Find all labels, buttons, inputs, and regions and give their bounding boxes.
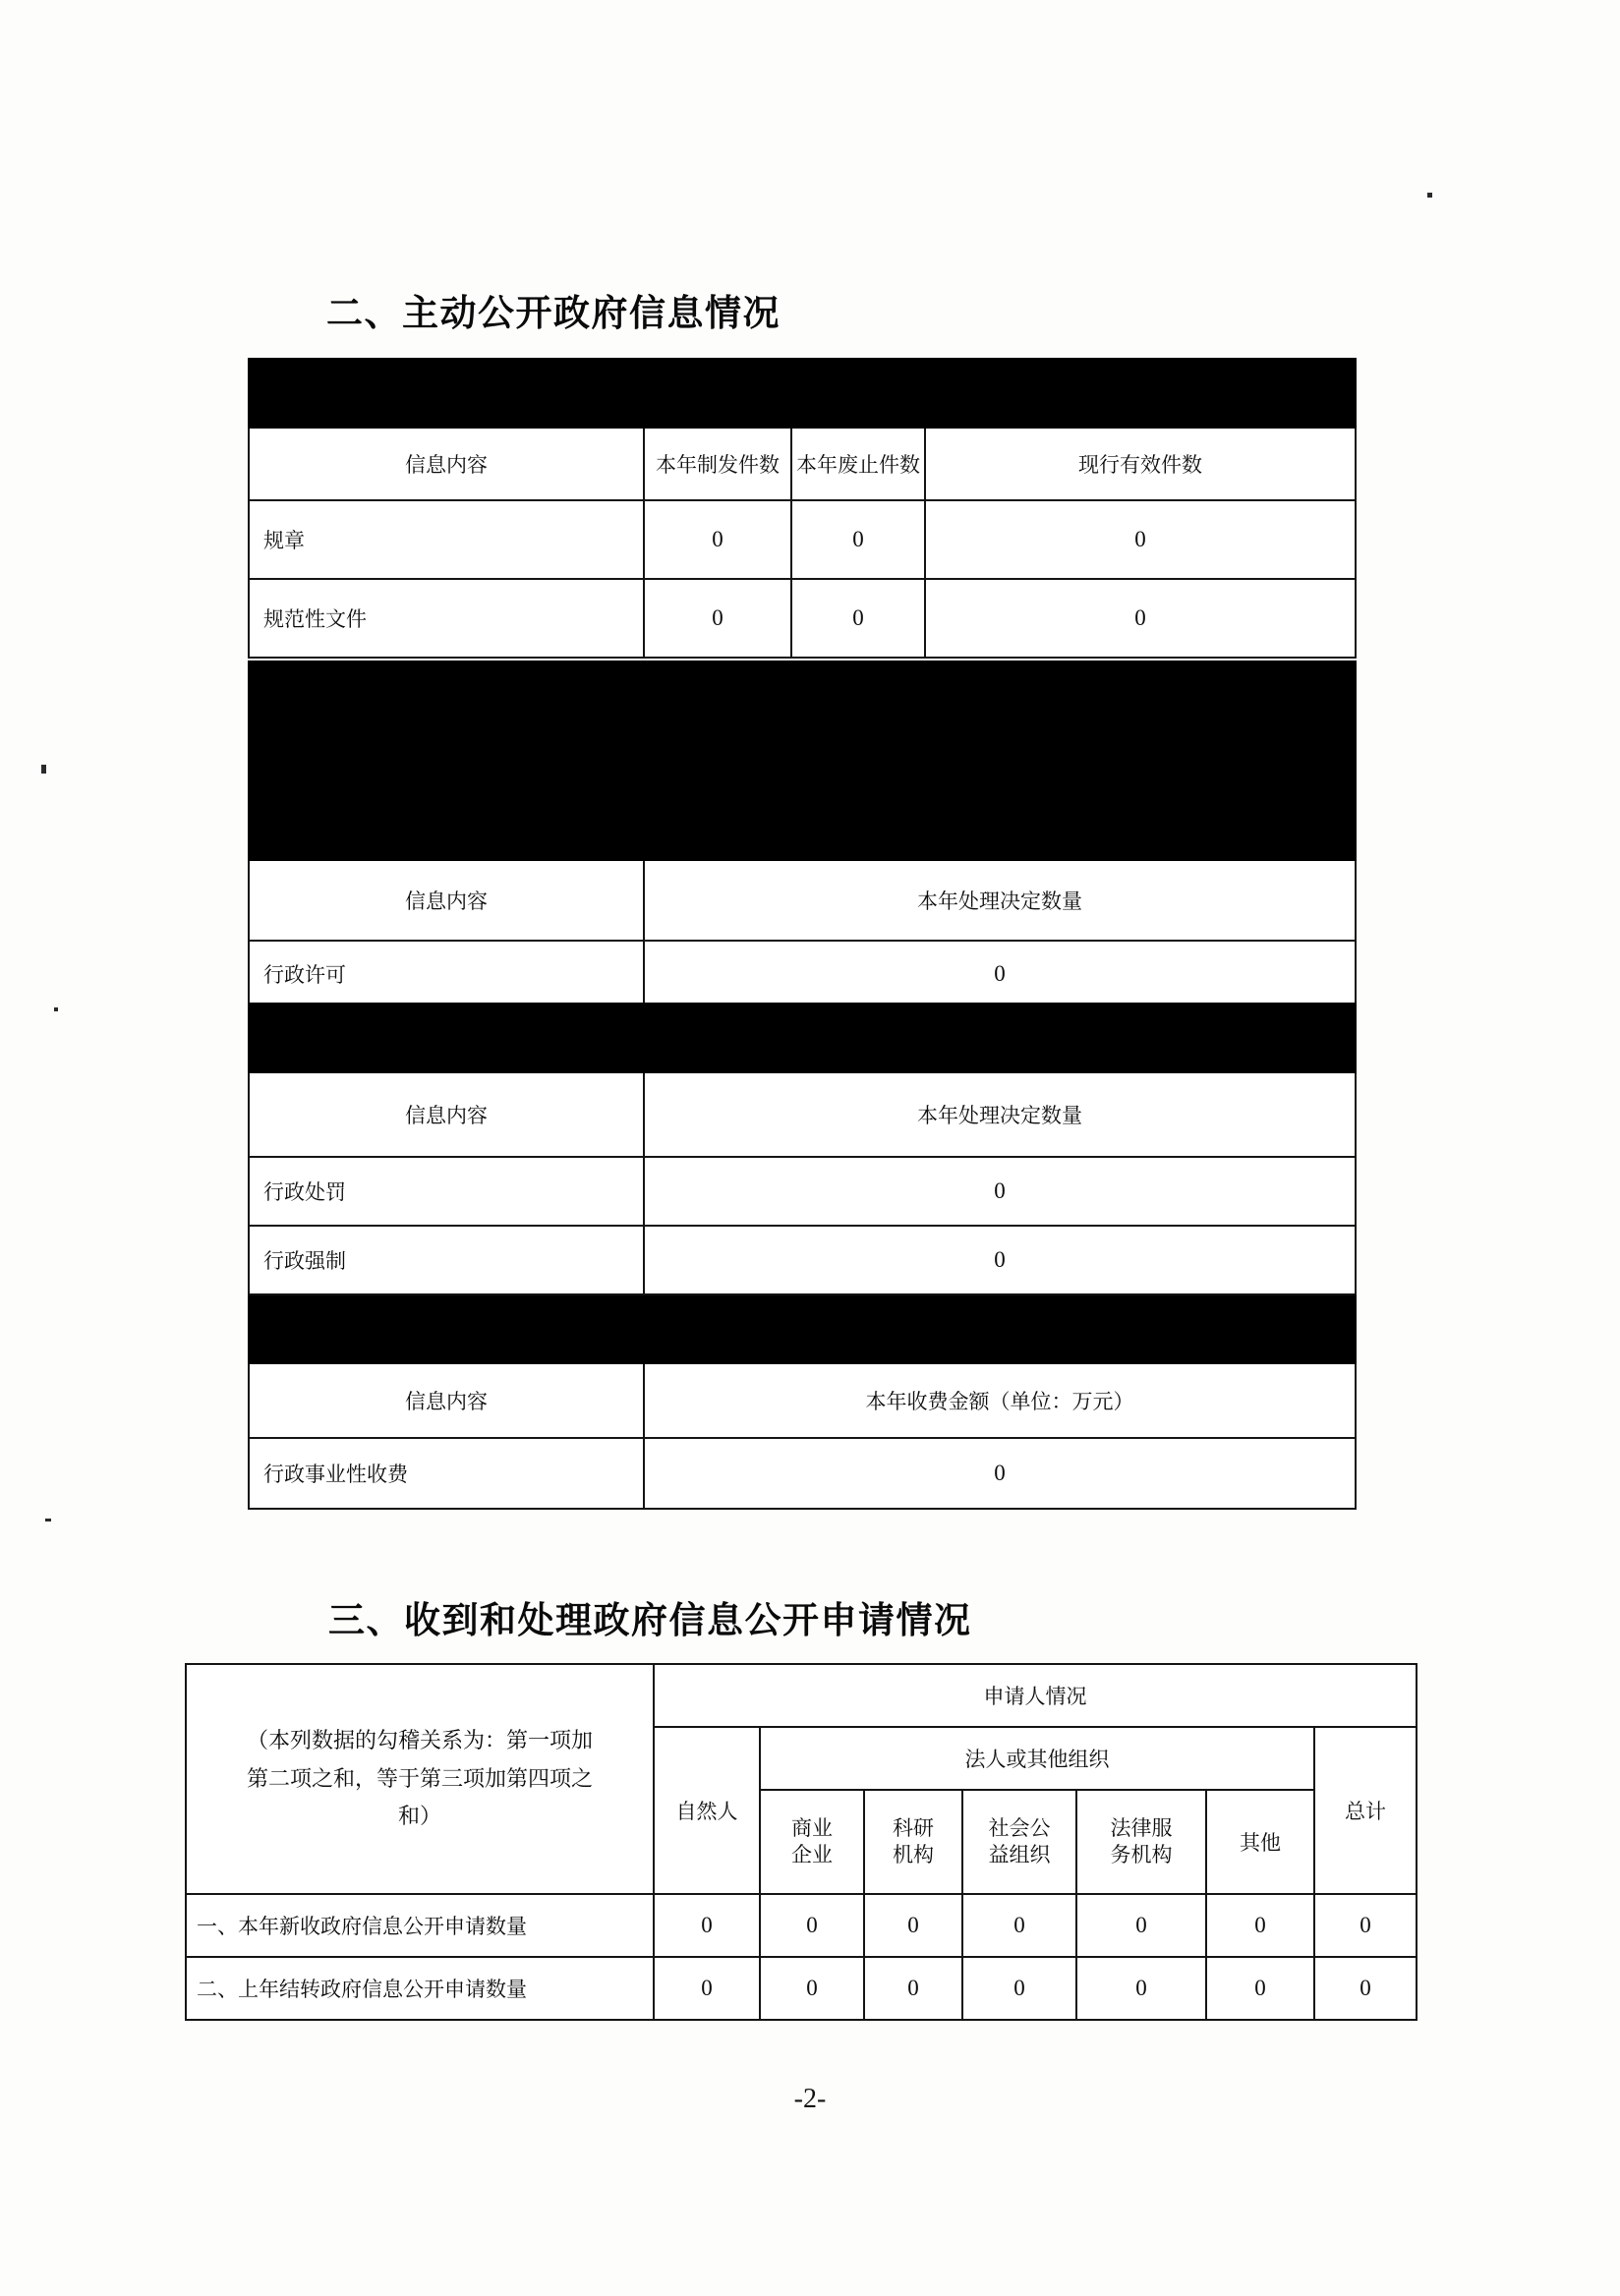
cell-total: 0 (1314, 1957, 1417, 2020)
cell-natural-person: 0 (654, 1957, 760, 2020)
header-line-2: 务机构 (1110, 1843, 1173, 1866)
page-number: -2- (793, 2084, 827, 2114)
table-header-row (249, 860, 1356, 941)
row-label: 行政处罚 (249, 1157, 644, 1226)
cell-value: 0 (925, 579, 1356, 658)
row-label: 规范性文件 (249, 579, 644, 658)
section-two-heading: 二、主动公开政府信息情况 (326, 292, 781, 334)
corner-note-line-3: 和） (397, 1804, 441, 1829)
column-header-content: 信息内容 (249, 428, 644, 500)
table-row (249, 1226, 1356, 1294)
cell-legal-service: 0 (1076, 1957, 1206, 2020)
scan-speckle (54, 1007, 58, 1011)
header-line-1: 社会公 (988, 1816, 1051, 1841)
table-row (186, 1894, 1417, 1957)
cell-value: 0 (644, 1438, 1356, 1509)
header-line-1: 法律服 (1110, 1816, 1173, 1841)
column-header-public-welfare-org (962, 1790, 1076, 1894)
cell-legal-service: 0 (1076, 1894, 1206, 1957)
redacted-title-row (249, 1004, 1356, 1072)
corner-note-cell (186, 1664, 654, 1894)
redacted-block (249, 1296, 1356, 1363)
cell-value: 0 (644, 579, 791, 658)
corner-note-line-2: 第二项之和，等于第三项加第四项之 (246, 1765, 593, 1791)
column-header-decisions: 本年处理决定数量 (644, 1072, 1356, 1157)
column-header-commercial-enterprise (760, 1790, 864, 1894)
cell-value: 0 (791, 500, 925, 579)
table-regulations (248, 358, 1357, 659)
cell-value: 0 (925, 500, 1356, 579)
row-label: 一、本年新收政府信息公开申请数量 (186, 1894, 654, 1957)
cell-other: 0 (1206, 1957, 1314, 2020)
cell-commercial: 0 (760, 1957, 864, 2020)
cell-value: 0 (644, 500, 791, 579)
corner-note-line-1: （本列数据的勾稽关系为：第一项加 (246, 1728, 593, 1753)
redacted-block (249, 1004, 1356, 1072)
redacted-block (249, 359, 1356, 428)
table-row (186, 1957, 1417, 2020)
column-header-content: 信息内容 (249, 1363, 644, 1438)
row-label: 行政事业性收费 (249, 1438, 644, 1509)
scan-speckle (41, 765, 46, 774)
column-header-content: 信息内容 (249, 1072, 644, 1157)
table-administrative-license (248, 660, 1357, 1008)
cell-other: 0 (1206, 1894, 1314, 1957)
scan-speckle (45, 1519, 51, 1521)
header-line-1: 科研 (893, 1816, 934, 1841)
column-header-legal-service-org (1076, 1790, 1206, 1894)
row-label: 行政强制 (249, 1226, 644, 1294)
column-header-repealed: 本年废止件数 (791, 428, 925, 500)
table-row (249, 579, 1356, 658)
cell-natural-person: 0 (654, 1894, 760, 1957)
column-header-total: 总计 (1314, 1727, 1417, 1894)
table-header-row (249, 1072, 1356, 1157)
cell-total: 0 (1314, 1894, 1417, 1957)
table-row (249, 1438, 1356, 1509)
row-label: 规章 (249, 500, 644, 579)
header-line-2: 机构 (893, 1843, 934, 1866)
redacted-title-row (249, 359, 1356, 428)
column-header-other: 其他 (1206, 1790, 1314, 1894)
table-administrative-fee (248, 1295, 1357, 1510)
table-row (249, 941, 1356, 1007)
column-header-valid: 现行有效件数 (925, 428, 1356, 500)
table-information-requests (185, 1663, 1418, 2021)
row-label: 行政许可 (249, 941, 644, 1007)
table-administrative-penalty (248, 1003, 1357, 1295)
scan-speckle (1427, 193, 1432, 198)
cell-value: 0 (644, 1226, 1356, 1294)
redacted-block (249, 661, 1356, 860)
group-header-legal-entity: 法人或其他组织 (760, 1727, 1314, 1790)
column-header-research-institution (864, 1790, 962, 1894)
redacted-title-row (249, 1296, 1356, 1363)
table-row (249, 1157, 1356, 1226)
table-header-row (249, 1363, 1356, 1438)
header-group-row (186, 1664, 1417, 1727)
row-label: 二、上年结转政府信息公开申请数量 (186, 1957, 654, 2020)
column-header-issued: 本年制发件数 (644, 428, 791, 500)
header-line-2: 益组织 (988, 1843, 1051, 1866)
column-header-decisions: 本年处理决定数量 (644, 860, 1356, 941)
section-three-heading: 三、收到和处理政府信息公开申请情况 (328, 1599, 972, 1641)
cell-value: 0 (644, 941, 1356, 1007)
column-header-natural-person: 自然人 (654, 1727, 760, 1894)
redacted-title-row (249, 661, 1356, 860)
table-header-row (249, 428, 1356, 500)
cell-commercial: 0 (760, 1894, 864, 1957)
cell-public-welfare: 0 (962, 1894, 1076, 1957)
header-line-2: 企业 (791, 1843, 833, 1866)
header-line-1: 商业 (791, 1816, 833, 1841)
cell-research: 0 (864, 1894, 962, 1957)
group-header-applicant: 申请人情况 (654, 1664, 1417, 1727)
column-header-content: 信息内容 (249, 860, 644, 941)
cell-public-welfare: 0 (962, 1957, 1076, 2020)
cell-research: 0 (864, 1957, 962, 2020)
table-row (249, 500, 1356, 579)
cell-value: 0 (791, 579, 925, 658)
column-header-amount: 本年收费金额（单位：万元） (644, 1363, 1356, 1438)
cell-value: 0 (644, 1157, 1356, 1226)
